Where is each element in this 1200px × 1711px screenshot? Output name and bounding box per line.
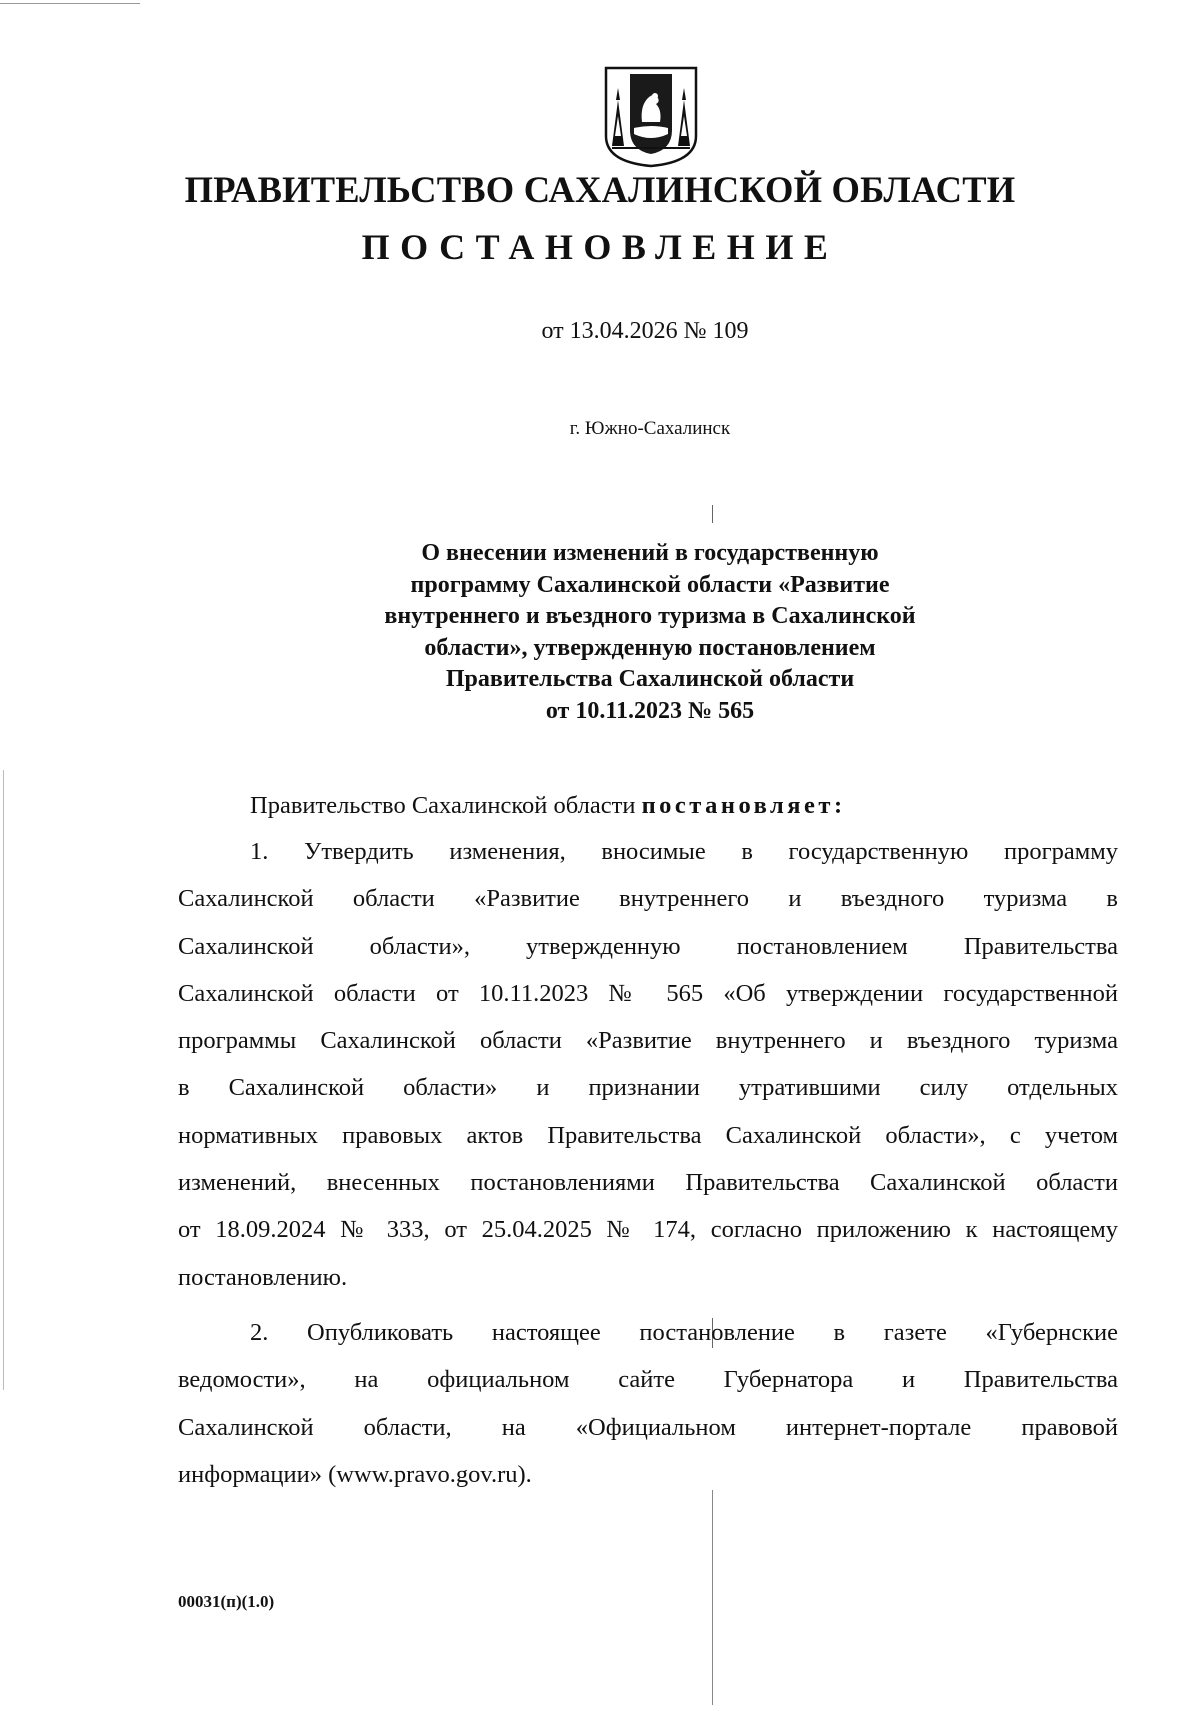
paragraph-line: ведомости», на официальном сайте Губернатора и Правительства xyxy=(178,1366,1118,1394)
paragraph-line: нормативных правовых актов Правительства Сахалинской области», с учетом xyxy=(178,1121,1118,1149)
subject-line: Правительства Сахалинской области xyxy=(445,666,855,692)
paragraph-line: от 18.09.2024 № 333, от 25.04.2025 № 174, согласно приложению к настоящему xyxy=(178,1216,1118,1244)
sakhalin-coat-of-arms-icon xyxy=(604,66,698,168)
paragraph-line: Сахалинской области от 10.11.2023 № 565 «Об утверждении государственной xyxy=(178,979,1118,1007)
document-subject xyxy=(310,538,990,727)
subject-line: программу Сахалинской области «Развитие xyxy=(410,571,890,598)
subject-line: О внесении изменений в государственную xyxy=(421,540,879,566)
paragraph-line: 1. Утвердить изменения, вносимые в государственную программу xyxy=(250,838,1118,865)
enacting-clause-text: Правительство Сахалинской области xyxy=(250,792,642,819)
government-name-heading: ПРАВИТЕЛЬСТВО САХАЛИНСКОЙ ОБЛАСТИ xyxy=(184,169,1016,210)
document-type-heading: ПОСТАНОВЛЕНИЕ xyxy=(361,227,839,267)
scan-artifact-line xyxy=(712,1490,713,1705)
paragraph-line: Сахалинской области, на «Официальном интернет-портале правовой xyxy=(178,1413,1118,1441)
document-date-number: от 13.04.2026 № 109 xyxy=(541,318,749,344)
enacting-clause xyxy=(250,784,1118,828)
form-code: 00031(п)(1.0) xyxy=(178,1592,275,1611)
paragraph-line: изменений, внесенных постановлениями Правительства Сахалинской области xyxy=(178,1169,1118,1197)
paragraph-line: Сахалинской области», утвержденную постановлением Правительства xyxy=(178,932,1118,960)
paragraph-2 xyxy=(178,1309,1118,1498)
paragraph-1 xyxy=(178,828,1118,1301)
subject-line: внутреннего и въездного туризма в Сахалинской xyxy=(384,603,916,629)
paragraph-line: программы Сахалинской области «Развитие внутреннего и въездного туризма xyxy=(178,1027,1118,1055)
subject-line: от 10.11.2023 № 565 xyxy=(545,697,755,724)
subject-line: области», утвержденную постановлением xyxy=(424,634,876,661)
document-body xyxy=(178,784,1118,1498)
paragraph-line: Сахалинской области «Развитие внутреннего и въездного туризма в xyxy=(178,885,1118,913)
paragraph-line: информации» (www.pravo.gov.ru). xyxy=(178,1460,532,1488)
scan-artifact-line xyxy=(712,505,713,523)
paragraph-line: постановлению. xyxy=(178,1263,348,1291)
scan-artifact-line xyxy=(3,770,4,1390)
enacting-clause-emphasis: постановляет: xyxy=(641,792,846,819)
scan-artifact-line xyxy=(0,3,140,4)
paragraph-line: в Сахалинской области» и признании утратившими силу отдельных xyxy=(178,1074,1118,1102)
paragraph-line: 2. Опубликовать настоящее постановление в газете «Губернские xyxy=(250,1318,1118,1346)
document-city: г. Южно-Сахалинск xyxy=(569,418,731,439)
